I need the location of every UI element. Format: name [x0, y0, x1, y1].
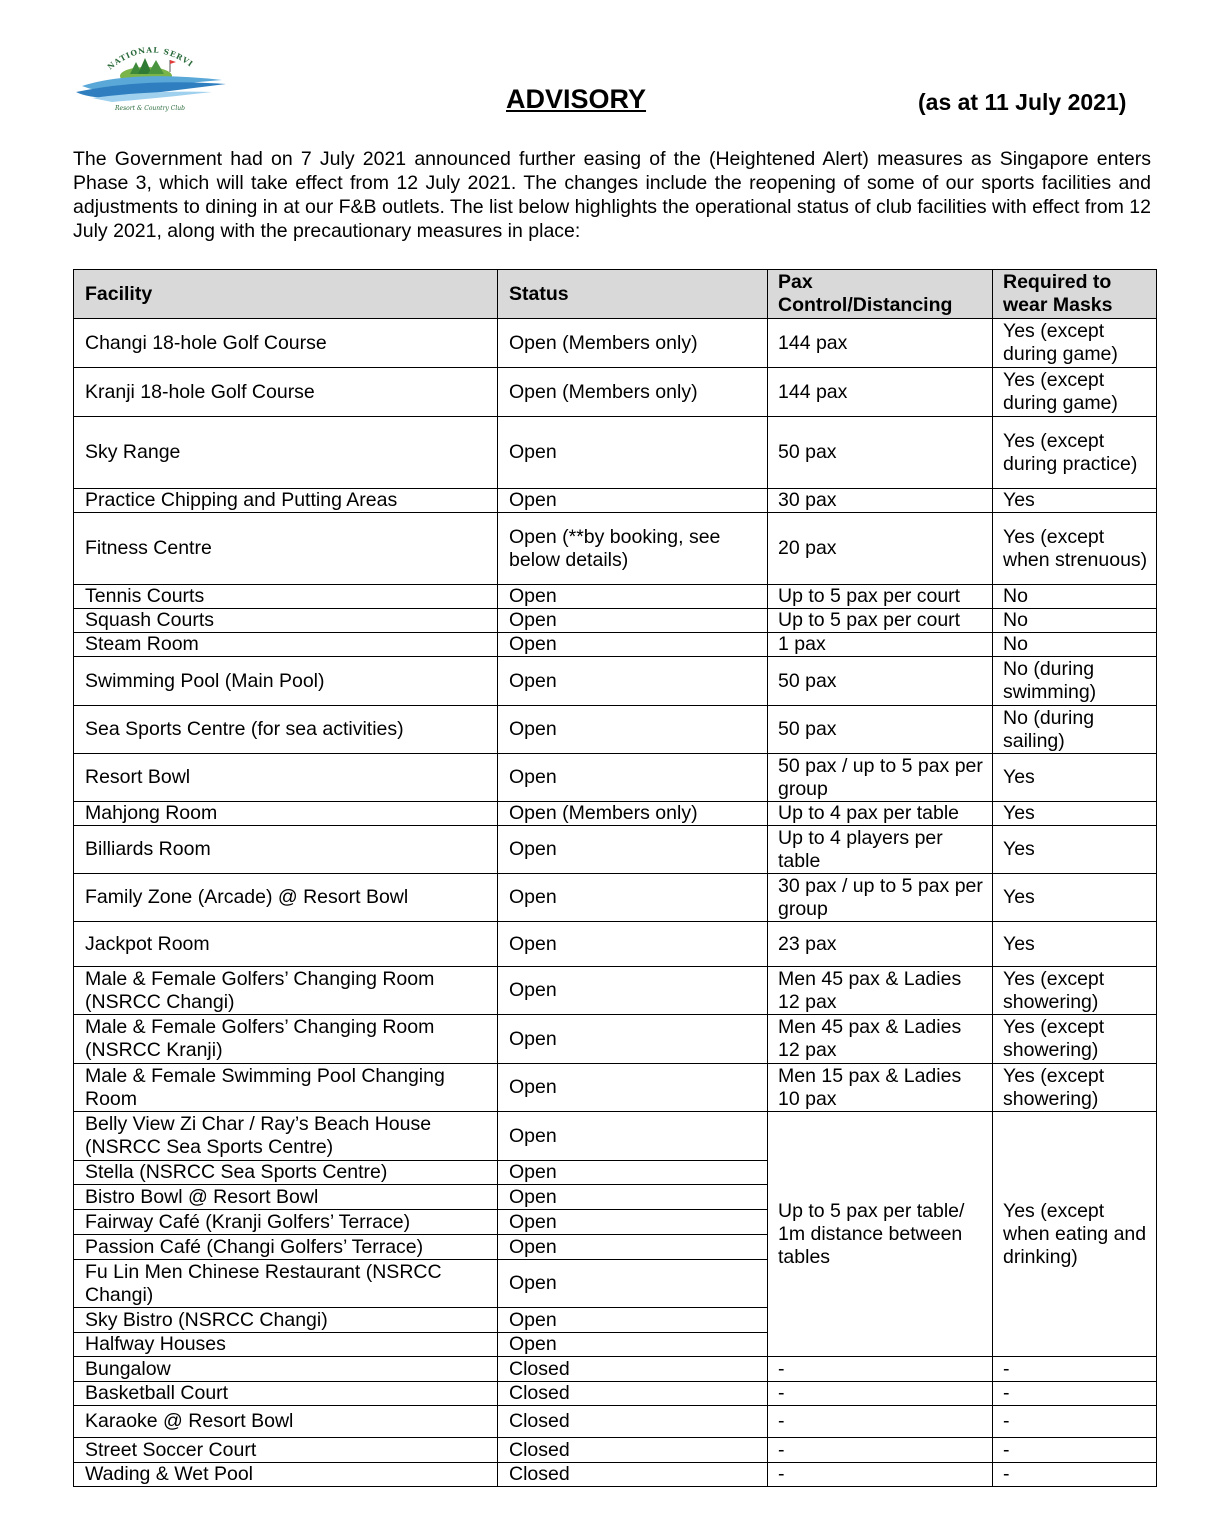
status-cell: Open: [498, 874, 768, 922]
facility-cell: Fu Lin Men Chinese Restaurant (NSRCC Changi): [74, 1260, 498, 1308]
facility-cell: Practice Chipping and Putting Areas: [74, 489, 498, 513]
header-facility: Facility: [74, 270, 498, 319]
logo-arc-text: NATIONAL SERVI: [105, 45, 196, 72]
table-row: [74, 513, 1157, 585]
masks-cell: Yes (except showering): [993, 1064, 1157, 1112]
pax-cell: 144 pax: [768, 368, 993, 417]
table-row: [74, 585, 1157, 609]
facility-cell: Belly View Zi Char / Ray’s Beach House (NSRCC Sea Sports Centre): [74, 1112, 498, 1161]
table-row: [74, 657, 1157, 706]
facility-cell: Fitness Centre: [74, 513, 498, 585]
pax-cell: -: [768, 1382, 993, 1406]
masks-cell: Yes (except during practice): [993, 417, 1157, 489]
pax-cell: 50 pax: [768, 706, 993, 754]
facility-cell: Male & Female Golfers’ Changing Room (NSRCC Kranji): [74, 1015, 498, 1064]
table-row: [74, 826, 1157, 874]
pax-cell: Up to 5 pax per court: [768, 609, 993, 633]
facility-cell: Billiards Room: [74, 826, 498, 874]
pax-cell: 30 pax: [768, 489, 993, 513]
table-row: [74, 319, 1157, 368]
header-status: Status: [498, 270, 768, 319]
masks-cell: No (during swimming): [993, 657, 1157, 706]
status-cell: Open: [498, 657, 768, 706]
table-row-closed: [74, 1382, 1157, 1406]
status-cell: Open: [498, 1210, 768, 1235]
table-row: [74, 368, 1157, 417]
status-cell: Open: [498, 1064, 768, 1112]
facility-cell: Kranji 18-hole Golf Course: [74, 368, 498, 417]
table-row: [74, 417, 1157, 489]
header-pax: Pax Control/Distancing: [768, 270, 993, 319]
table-row: [74, 633, 1157, 657]
status-cell: Open: [498, 609, 768, 633]
masks-cell: -: [993, 1438, 1157, 1463]
pax-cell: 50 pax: [768, 657, 993, 706]
status-cell: Closed: [498, 1406, 768, 1438]
table-row: [74, 967, 1157, 1015]
status-cell: Open (Members only): [498, 368, 768, 417]
masks-cell: No (during sailing): [993, 706, 1157, 754]
table-row-closed: [74, 1357, 1157, 1382]
masks-cell: -: [993, 1382, 1157, 1406]
masks-cell: Yes (except showering): [993, 967, 1157, 1015]
fnb-pax-cell: Up to 5 pax per table/ 1m distance between tables: [768, 1112, 993, 1357]
status-cell: Open: [498, 1260, 768, 1308]
masks-cell: Yes: [993, 489, 1157, 513]
pax-cell: 50 pax / up to 5 pax per group: [768, 754, 993, 802]
status-cell: Closed: [498, 1463, 768, 1487]
status-cell: Open: [498, 489, 768, 513]
table-row-closed: [74, 1406, 1157, 1438]
facility-cell: Bungalow: [74, 1357, 498, 1382]
table-row: [74, 922, 1157, 967]
table-row: [74, 706, 1157, 754]
masks-cell: -: [993, 1357, 1157, 1382]
status-cell: Open: [498, 1235, 768, 1260]
masks-cell: -: [993, 1463, 1157, 1487]
status-cell: Open: [498, 1161, 768, 1185]
status-cell: Open: [498, 585, 768, 609]
facility-cell: Male & Female Golfers’ Changing Room (NSRCC Changi): [74, 967, 498, 1015]
masks-cell: Yes: [993, 874, 1157, 922]
pax-cell: -: [768, 1357, 993, 1382]
status-cell: Open (Members only): [498, 802, 768, 826]
table-row-closed: [74, 1438, 1157, 1463]
pax-cell: Up to 5 pax per court: [768, 585, 993, 609]
facility-cell: Steam Room: [74, 633, 498, 657]
facility-cell: Changi 18-hole Golf Course: [74, 319, 498, 368]
table-header-row: [74, 270, 1157, 319]
pax-cell: 1 pax: [768, 633, 993, 657]
facility-cell: Sky Bistro (NSRCC Changi): [74, 1308, 498, 1333]
pax-cell: Men 45 pax & Ladies 12 pax: [768, 1015, 993, 1064]
facility-cell: Passion Café (Changi Golfers’ Terrace): [74, 1235, 498, 1260]
facility-cell: Street Soccer Court: [74, 1438, 498, 1463]
status-cell: Open: [498, 754, 768, 802]
masks-cell: Yes (except showering): [993, 1015, 1157, 1064]
pax-cell: Men 45 pax & Ladies 12 pax: [768, 967, 993, 1015]
status-cell: Open (**by booking, see below details): [498, 513, 768, 585]
facility-cell: Jackpot Room: [74, 922, 498, 967]
status-cell: Open: [498, 1015, 768, 1064]
status-cell: Open: [498, 706, 768, 754]
masks-cell: Yes: [993, 754, 1157, 802]
masks-cell: Yes (except during game): [993, 319, 1157, 368]
table-row: [74, 609, 1157, 633]
pax-cell: Up to 4 pax per table: [768, 802, 993, 826]
pax-cell: Men 15 pax & Ladies 10 pax: [768, 1064, 993, 1112]
pax-cell: 23 pax: [768, 922, 993, 967]
pax-cell: Up to 4 players per table: [768, 826, 993, 874]
facility-table: [73, 269, 1157, 1487]
masks-cell: Yes: [993, 922, 1157, 967]
masks-cell: Yes (except when strenuous): [993, 513, 1157, 585]
facility-cell: Stella (NSRCC Sea Sports Centre): [74, 1161, 498, 1185]
masks-cell: No: [993, 585, 1157, 609]
facility-cell: Swimming Pool (Main Pool): [74, 657, 498, 706]
intro-paragraph: The Government had on 7 July 2021 announced further easing of the (Heightened Alert) measures as Singapore enters Phase 3, which will take effect from 12 July 2021. The changes include the reopening of some of our sports facilities and adjustments to dining in at our F&B outlets. The list below highlights the operational status of club facilities with effect from 12 July 2021, along with the precautionary measures in place:: [73, 148, 1151, 242]
svg-text:NATIONAL SERVICE: [72, 40, 195, 71]
status-cell: Closed: [498, 1382, 768, 1406]
facility-cell: Sky Range: [74, 417, 498, 489]
status-cell: Open: [498, 1333, 768, 1357]
table-row: [74, 802, 1157, 826]
facility-cell: Tennis Courts: [74, 585, 498, 609]
table-row-fnb: [74, 1112, 1157, 1161]
pax-cell: 30 pax / up to 5 pax per group: [768, 874, 993, 922]
pax-cell: -: [768, 1406, 993, 1438]
table-row: [74, 754, 1157, 802]
status-cell: Open: [498, 826, 768, 874]
page-title: ADVISORY: [506, 84, 647, 114]
header-masks: Required to wear Masks: [993, 270, 1157, 319]
facility-cell: Fairway Café (Kranji Golfers’ Terrace): [74, 1210, 498, 1235]
facility-cell: Mahjong Room: [74, 802, 498, 826]
table-row: [74, 1064, 1157, 1112]
status-cell: Open: [498, 967, 768, 1015]
pax-cell: 50 pax: [768, 417, 993, 489]
table-row: [74, 874, 1157, 922]
masks-cell: No: [993, 609, 1157, 633]
masks-cell: Yes (except during game): [993, 368, 1157, 417]
status-cell: Open: [498, 1112, 768, 1161]
facility-cell: Bistro Bowl @ Resort Bowl: [74, 1185, 498, 1210]
facility-cell: Basketball Court: [74, 1382, 498, 1406]
facility-cell: Squash Courts: [74, 609, 498, 633]
status-cell: Open: [498, 417, 768, 489]
masks-cell: -: [993, 1406, 1157, 1438]
masks-cell: Yes: [993, 802, 1157, 826]
status-cell: Closed: [498, 1438, 768, 1463]
table-row: [74, 1015, 1157, 1064]
as-at-date: (as at 11 July 2021): [918, 89, 1127, 115]
status-cell: Open: [498, 633, 768, 657]
status-cell: Open: [498, 1185, 768, 1210]
pax-cell: 144 pax: [768, 319, 993, 368]
facility-cell: Family Zone (Arcade) @ Resort Bowl: [74, 874, 498, 922]
facility-cell: Wading & Wet Pool: [74, 1463, 498, 1487]
logo-sub-text: Resort & Country Club: [115, 105, 185, 112]
facility-cell: Resort Bowl: [74, 754, 498, 802]
facility-cell: Halfway Houses: [74, 1333, 498, 1357]
fnb-masks-cell: Yes (except when eating and drinking): [993, 1112, 1157, 1357]
facility-cell: Male & Female Swimming Pool Changing Room: [74, 1064, 498, 1112]
pax-cell: -: [768, 1463, 993, 1487]
status-cell: Open (Members only): [498, 319, 768, 368]
facility-cell: Karaoke @ Resort Bowl: [74, 1406, 498, 1438]
facility-cell: Sea Sports Centre (for sea activities): [74, 706, 498, 754]
status-cell: Open: [498, 1308, 768, 1333]
pax-cell: 20 pax: [768, 513, 993, 585]
masks-cell: Yes: [993, 826, 1157, 874]
club-logo: [72, 40, 232, 114]
status-cell: Closed: [498, 1357, 768, 1382]
table-row: [74, 489, 1157, 513]
table-row-closed: [74, 1463, 1157, 1487]
masks-cell: No: [993, 633, 1157, 657]
status-cell: Open: [498, 922, 768, 967]
pax-cell: -: [768, 1438, 993, 1463]
